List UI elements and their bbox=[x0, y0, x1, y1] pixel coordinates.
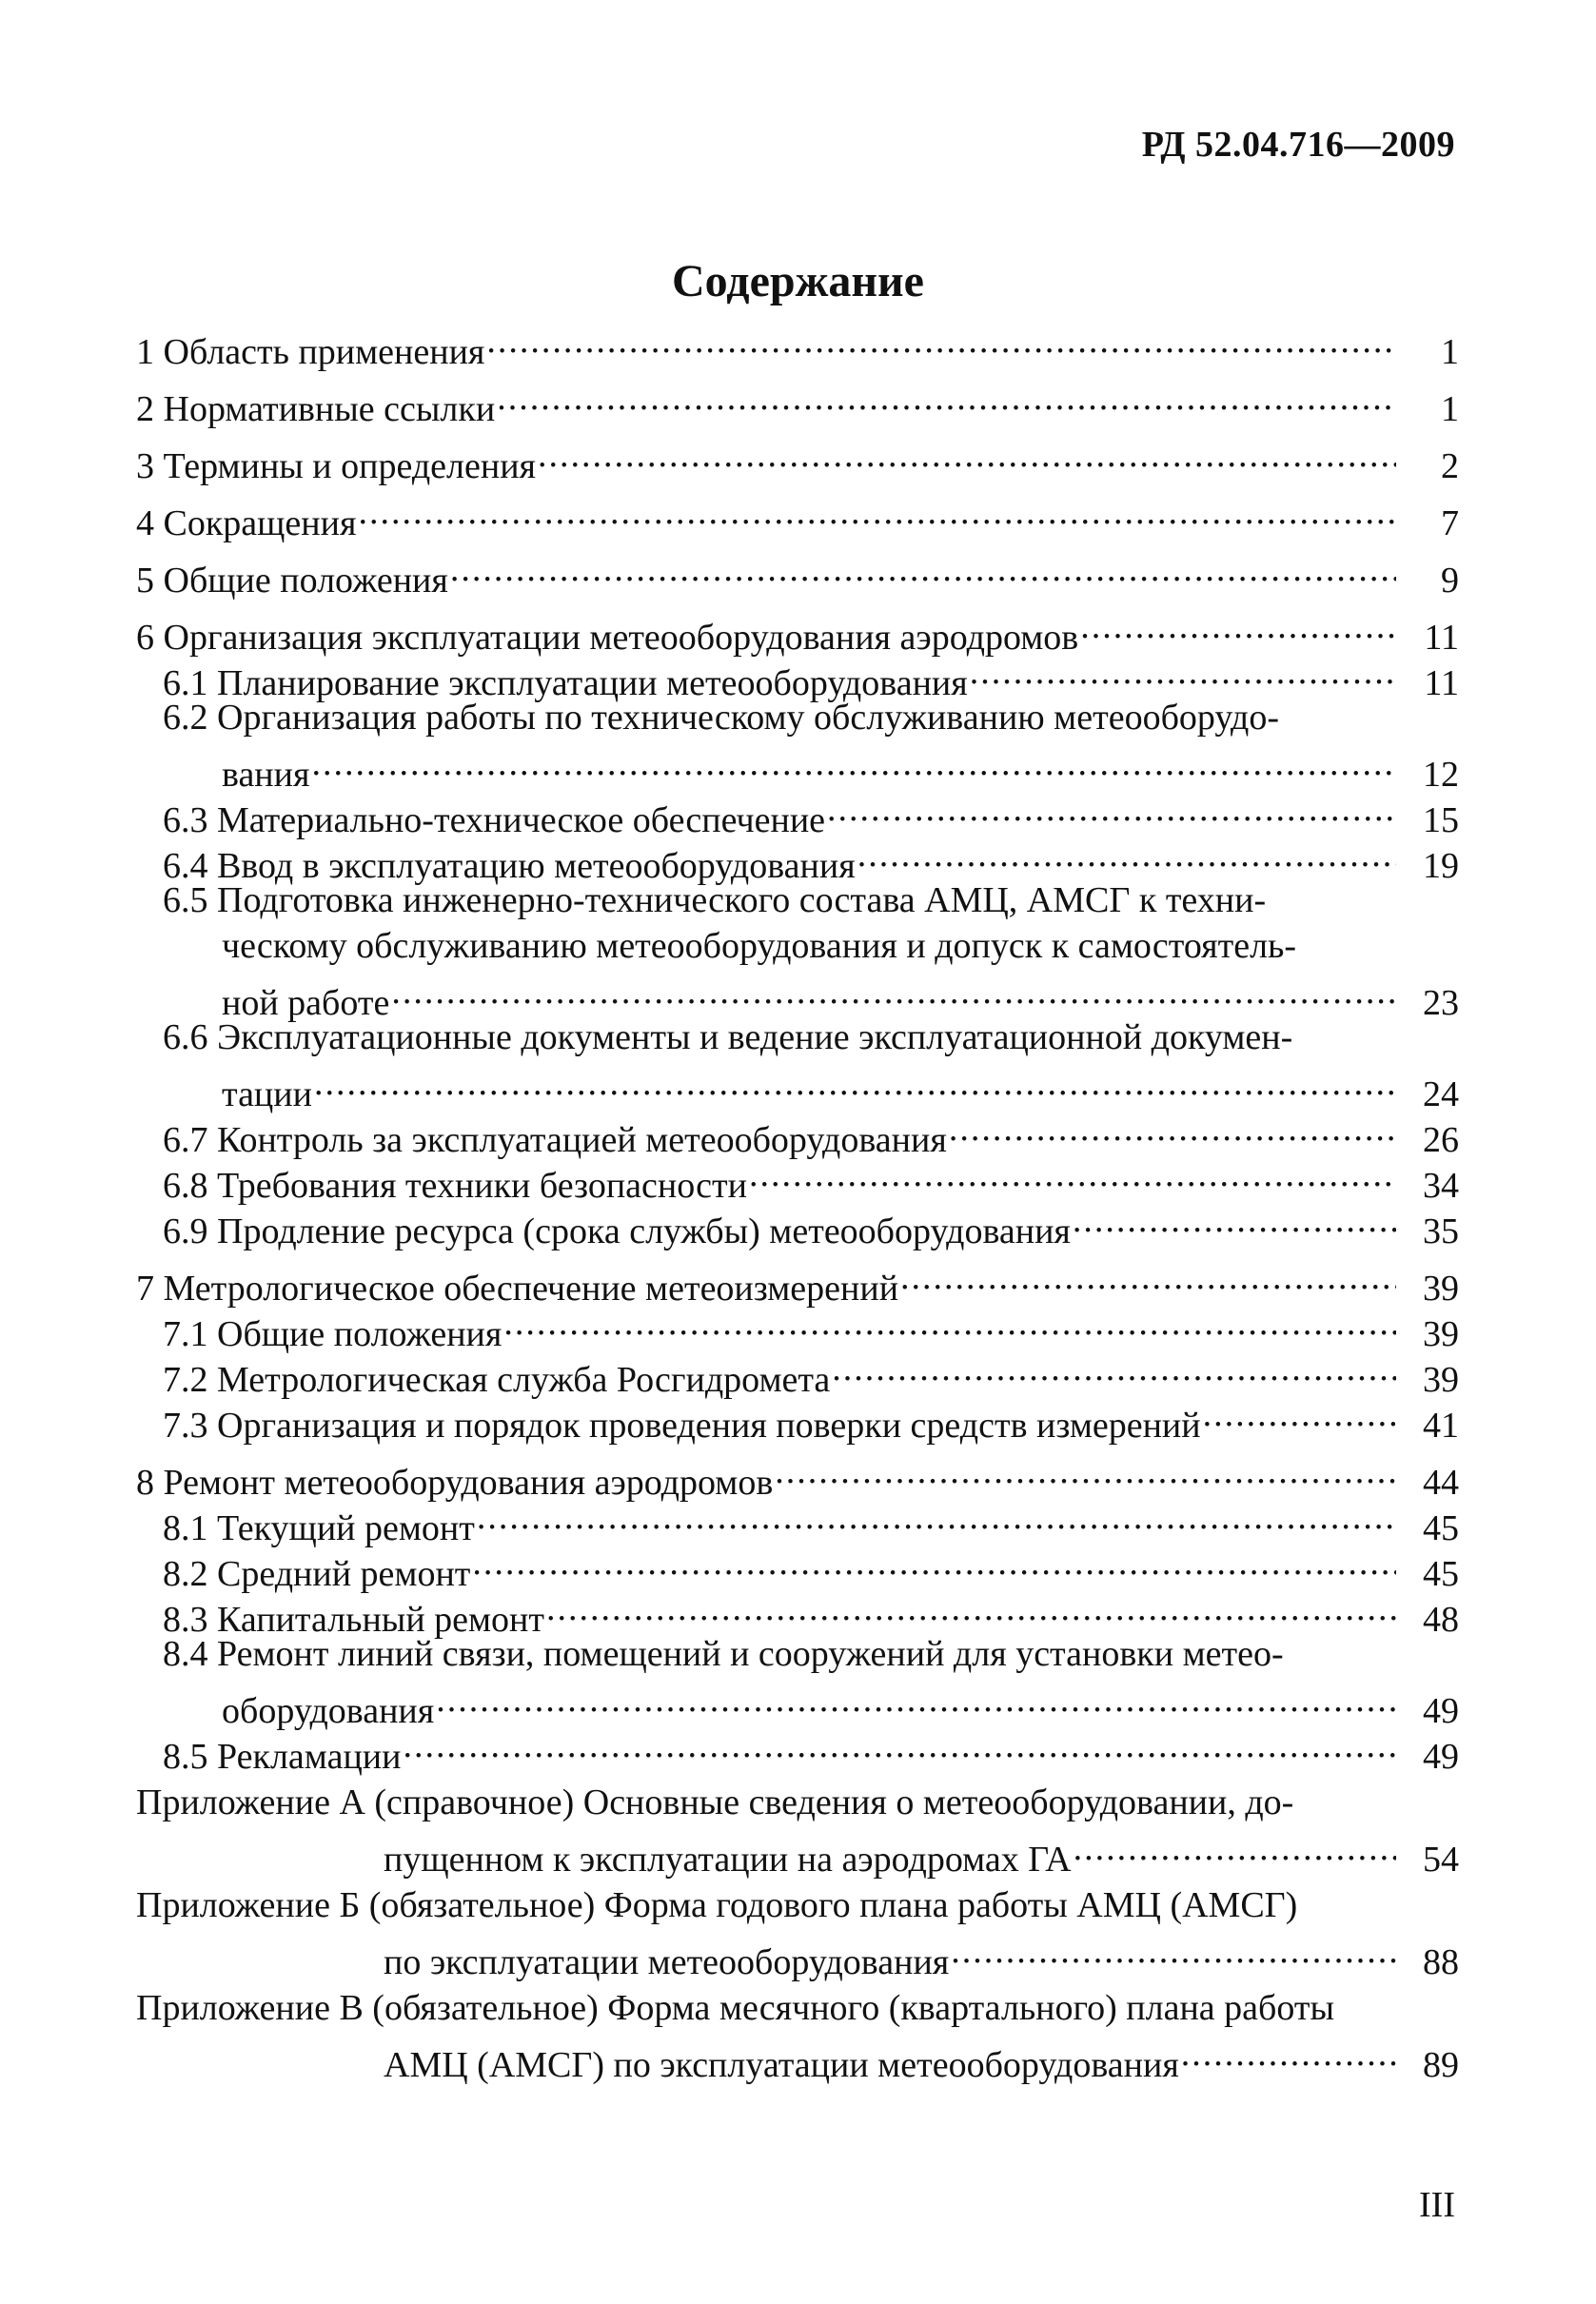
toc-entry-8[interactable]: 8 Ремонт метеооборудования аэродромов ..... 44 bbox=[136, 1448, 1459, 1494]
toc-entry-4[interactable]: 4 Сокращения ..... 7 bbox=[136, 489, 1459, 535]
toc-entry-8-4[interactable]: 8.4 Ремонт линий связи, помещений и сооружений для установки метео- оборудования ..... 49 bbox=[163, 1631, 1459, 1723]
toc-entry-1[interactable]: 1 Область применения ..... 1 bbox=[136, 318, 1459, 364]
toc-entry-6[interactable]: 6 Организация эксплуатации метеооборудования аэродромов ..... 11 bbox=[136, 603, 1459, 649]
page-number: III bbox=[1419, 2185, 1455, 2225]
toc-entry-6-8[interactable]: 6.8 Требования техники безопасности ..... 34 bbox=[163, 1152, 1459, 1197]
toc-entry-6-2[interactable]: 6.2 Организация работы по техническому обслуживанию метеооборудо- вания ..... 12 bbox=[163, 695, 1459, 786]
toc-entry-7-1[interactable]: 7.1 Общие положения ..... 39 bbox=[163, 1300, 1459, 1346]
toc-entry-6-4[interactable]: 6.4 Ввод в эксплуатацию метеооборудования ..... 19 bbox=[163, 832, 1459, 877]
table-of-contents bbox=[136, 318, 1459, 2085]
toc-entry-6-1[interactable]: 6.1 Планирование эксплуатации метеооборудования ..... 11 bbox=[163, 649, 1459, 695]
toc-entry-7-3[interactable]: 7.3 Организация и порядок проведения поверки средств измерений ..... 41 bbox=[163, 1391, 1459, 1437]
toc-entry-appendix-c[interactable]: Приложение В (обязательное) Форма месячного (квартального) плана работы АМЦ (АМСГ) по эксплуатации метеооборудования ..... 89 bbox=[136, 1985, 1459, 2077]
toc-entry-8-2[interactable]: 8.2 Средний ремонт ..... 45 bbox=[163, 1540, 1459, 1585]
toc-title: Содержание bbox=[672, 256, 924, 306]
toc-entry-8-5[interactable]: 8.5 Рекламации ..... 49 bbox=[163, 1723, 1459, 1768]
toc-entry-8-3[interactable]: 8.3 Капитальный ремонт ..... 48 bbox=[163, 1585, 1459, 1631]
toc-entry-6-9[interactable]: 6.9 Продление ресурса (срока службы) метеооборудования ..... 35 bbox=[163, 1197, 1459, 1243]
toc-entry-2[interactable]: 2 Нормативные ссылки ..... 1 bbox=[136, 375, 1459, 421]
toc-entry-7[interactable]: 7 Метрологическое обеспечение метеоизмерений ..... 39 bbox=[136, 1254, 1459, 1300]
document-code: РД 52.04.716—2009 bbox=[1141, 125, 1455, 165]
toc-entry-3[interactable]: 3 Термины и определения ..... 2 bbox=[136, 432, 1459, 478]
toc-entry-8-1[interactable]: 8.1 Текущий ремонт ..... 45 bbox=[163, 1494, 1459, 1540]
toc-entry-6-3[interactable]: 6.3 Материально-техническое обеспечение ..... 15 bbox=[163, 786, 1459, 832]
toc-entry-6-7[interactable]: 6.7 Контроль за эксплуатацией метеооборудования ..... 26 bbox=[163, 1106, 1459, 1152]
toc-entry-appendix-b[interactable]: Приложение Б (обязательное) Форма годового плана работы АМЦ (АМСГ) по эксплуатации метеооборудования ..... 88 bbox=[136, 1882, 1459, 1974]
toc-entry-7-2[interactable]: 7.2 Метрологическая служба Росгидромета ..... 39 bbox=[163, 1346, 1459, 1391]
toc-entry-5[interactable]: 5 Общие положения ..... 9 bbox=[136, 546, 1459, 592]
toc-entry-6-5[interactable]: 6.5 Подготовка инженерно-технического состава АМЦ, АМСГ к техни- ческому обслуживанию метеооборудования и допуск к самостоятель- ной работе ..... 23 bbox=[163, 877, 1459, 1014]
toc-entry-appendix-a[interactable]: Приложение А (справочное) Основные сведения о метеооборудовании, до- пущенном к эксплуатации на аэродромах ГА ..... 54 bbox=[136, 1780, 1459, 1871]
toc-entry-6-6[interactable]: 6.6 Эксплуатационные документы и ведение эксплуатационной докумен- тации ..... 24 bbox=[163, 1014, 1459, 1106]
